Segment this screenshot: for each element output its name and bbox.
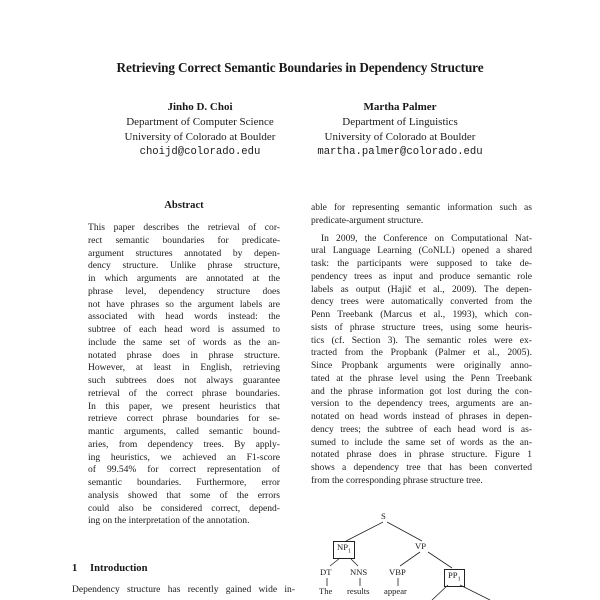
tree-word-appear: appear (384, 586, 407, 596)
text-line: ing heuristics, we achieved an F1-score (88, 451, 280, 463)
edge-pp-child-2 (460, 585, 490, 600)
author-email[interactable]: choijd@colorado.edu (139, 146, 261, 158)
text-line: tics (cf. Section 3). The semantic roles were ex- (311, 334, 532, 346)
abstract-body (88, 222, 280, 528)
intro-body (72, 584, 295, 597)
text-line: ural Language Learning (CoNLL) opened a shared (311, 245, 532, 257)
text-line: sists of phrase structure trees, using some heuris- (311, 321, 532, 333)
abstract-heading: Abstract (164, 200, 204, 211)
text-line: retrieve correct phrase boundaries for se- (88, 413, 280, 425)
text-line: analysis showed that some of the errors (88, 489, 280, 501)
author-university: University of Colorado at Boulder (324, 131, 476, 143)
tree-node-np (333, 541, 355, 559)
paper-title: Retrieving Correct Semantic Boundaries in Dependency Structure (116, 60, 484, 75)
text-line: tated at the phrase level using the Penn Treebank (311, 372, 532, 384)
text-line: retrieval of the correct phrase boundaries. (88, 387, 280, 399)
text-line: ing on the interpretation of the annotation. (88, 515, 250, 527)
edge-np-nns (350, 558, 358, 566)
edge-s-np (346, 522, 383, 541)
tree-node-nns: NNS (350, 567, 368, 577)
tree-word-the: The (319, 586, 333, 596)
text-line: task: the participants were supposed to take de- (311, 258, 532, 269)
section-heading (72, 563, 148, 574)
section-title: Introduction (90, 563, 148, 574)
pp-label: PP (448, 570, 458, 580)
section-number: 1 (72, 563, 78, 574)
text-line: not have phrases so the argument labels are (88, 298, 280, 310)
paragraph-conll (311, 233, 532, 488)
edge-np-dt (330, 558, 340, 566)
text-line: labels as output (Hajič et al., 2009). The depen- (311, 283, 532, 295)
text-line: associated with head words instead: the (88, 311, 280, 323)
text-line: of 99.54% for correct representation of (88, 464, 280, 476)
text-line: pendency trees as input and produce semantic role (311, 270, 532, 282)
paragraph-continued (311, 202, 532, 228)
edge-pp-child-1 (432, 585, 448, 600)
text-line: version to the dependency trees, arguments are an- (311, 398, 532, 410)
text-line: from the corresponding phrase structure tree. (311, 474, 483, 486)
edge-vp-vbp (400, 552, 420, 566)
text-line: and the phrase information got lost during the con- (311, 385, 532, 397)
text-line: notated on head words instead of phrases in depen- (311, 411, 532, 422)
text-line: could also be considered correct, depend- (88, 502, 280, 514)
np-label: NP (337, 542, 348, 552)
tree-word-results: results (347, 586, 370, 596)
text-line: include the same set of words as the an- (88, 336, 280, 348)
text-line: notated phrase does in phrase structure. Figure 1 (311, 449, 532, 461)
text-line: dency structure. Unlike phrase structure, (88, 260, 280, 272)
author-department: Department of Computer Science (126, 116, 274, 128)
text-line: predicate-argument structure. (311, 214, 424, 226)
text-line: This paper describes the retrieval of cor- (88, 222, 280, 233)
text-line: argument structures annotated by depen- (88, 247, 280, 259)
text-line: phrase level, dependency structure does (88, 285, 280, 297)
tree-node-vp: VP (415, 541, 426, 551)
text-line: such subtrees does not always guarantee (88, 375, 280, 386)
edge-vp-pp (428, 552, 452, 568)
text-line: Penn Treebank (Marcus et al., 1993), which con- (311, 309, 532, 320)
text-line: Since Propbank arguments were originally anno- (311, 360, 532, 371)
author-name: Martha Palmer (363, 101, 437, 113)
text-line: mantic arguments, called semantic bound- (88, 426, 280, 437)
text-line: able for representing semantic information such as (311, 202, 532, 213)
right-column-text (311, 202, 532, 488)
tree-node-vbp: VBP (389, 567, 406, 577)
author-university: University of Colorado at Boulder (124, 131, 276, 143)
np-subscript: 1 (348, 548, 351, 555)
text-line: shows a dependency tree that has been converted (311, 462, 532, 473)
text-line: However, at least in English, retrieving (88, 362, 280, 374)
author-name: Jinho D. Choi (167, 101, 233, 113)
text-line: subtree of each head word is assumed to (88, 324, 280, 335)
text-line: In this paper, we present heuristics that (88, 400, 280, 412)
tree-node-s: S (381, 511, 386, 521)
pp-subscript: 1 (457, 576, 461, 583)
text-line: In 2009, the Conference on Computational Nat- (321, 232, 532, 244)
author-block-2 (300, 100, 500, 160)
text-line: aries, from dependency trees. By apply- (88, 438, 280, 450)
tree-node-dt: DT (320, 567, 332, 577)
text-line: dency trees; the subtree of each head word is as- (311, 423, 532, 435)
edge-s-vp (387, 522, 422, 541)
intro-line: Dependency structure has recently gained wide in- (72, 584, 295, 595)
text-line: semantic boundaries. Furthermore, error (88, 477, 280, 488)
text-line: in which arguments are annotated at the (88, 273, 280, 284)
author-email[interactable]: martha.palmer@colorado.edu (317, 146, 483, 158)
text-line: rect semantic boundaries for predicate- (88, 234, 280, 246)
tree-node-pp (444, 569, 465, 587)
text-line: dency trees were automatically converted from the (311, 296, 532, 308)
text-line: tracted from the Propbank (Palmer et al., 2005). (311, 347, 532, 359)
author-block-1 (100, 100, 300, 160)
text-line: notated phrase does in phrase structure. (88, 349, 280, 361)
text-line: sumed to include the same set of words as the an- (311, 436, 532, 448)
author-department: Department of Linguistics (342, 116, 458, 128)
